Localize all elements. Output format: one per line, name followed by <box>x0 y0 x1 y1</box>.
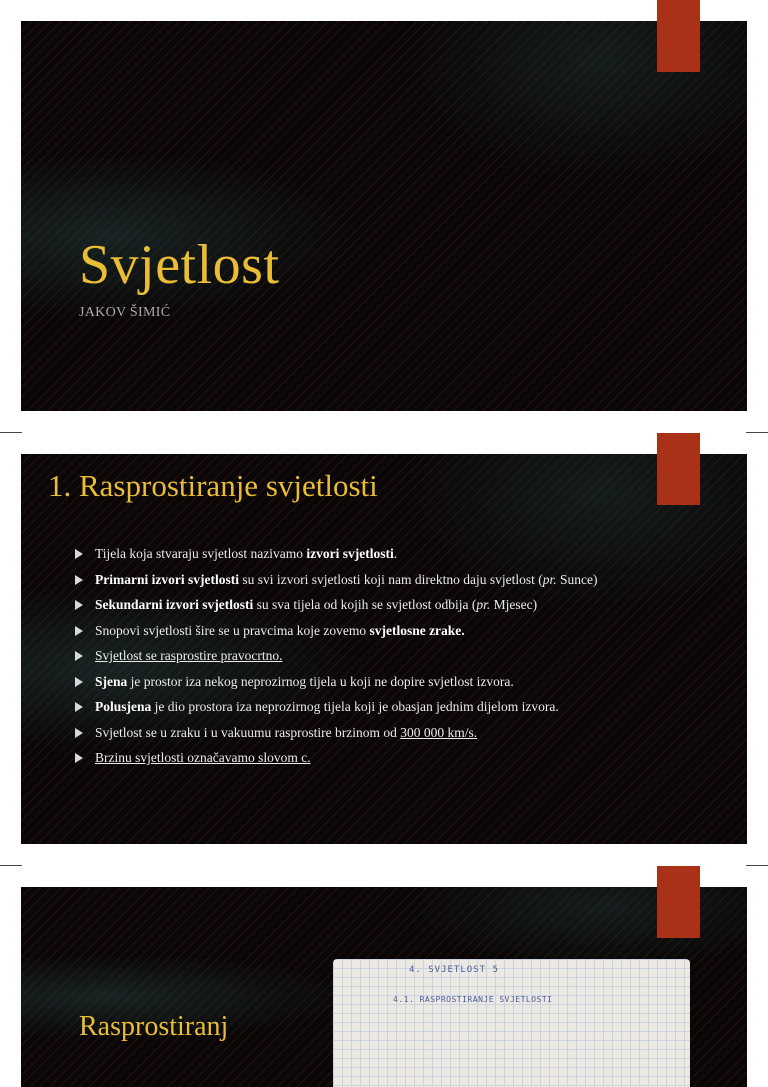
accent-bar <box>657 866 700 938</box>
slide-title: Svjetlost <box>79 234 280 296</box>
list-item: Brzinu svjetlosti označavamo slovom c. <box>71 748 711 774</box>
page-divider <box>746 432 768 433</box>
triangle-bullet-icon <box>75 753 83 763</box>
list-item: Sjena je prostor iza nekog neprozirnog tijela u koji ne dopire svjetlost izvora. <box>71 672 711 698</box>
triangle-bullet-icon <box>75 728 83 738</box>
list-item: Sekundarni izvori svjetlosti su sva tijela od kojih se svjetlost odbija (pr. Mjesec) <box>71 595 711 621</box>
triangle-bullet-icon <box>75 549 83 559</box>
notebook-photo <box>333 959 690 1087</box>
title-slide <box>21 21 747 411</box>
list-item: Tijela koja stvaraju svjetlost nazivamo izvori svjetlosti. <box>71 544 711 570</box>
page-divider <box>746 865 768 866</box>
handwritten-text: 4. SVJETLOST 5 <box>409 965 499 975</box>
author-name: JAKOV ŠIMIĆ <box>79 305 171 320</box>
list-item: Svjetlost se rasprostire pravocrtno. <box>71 646 711 672</box>
slide-heading: 1. Rasprostiranje svjetlosti <box>48 468 378 503</box>
accent-bar <box>657 0 700 72</box>
content-slide <box>21 887 747 1087</box>
handwritten-text: 4.1. RASPROSTIRANJE SVJETLOSTI <box>393 995 553 1004</box>
triangle-bullet-icon <box>75 702 83 712</box>
list-item: Snopovi svjetlosti šire se u pravcima koje zovemo svjetlosne zrake. <box>71 621 711 647</box>
page-divider <box>0 865 22 866</box>
bullet-list <box>71 544 711 774</box>
triangle-bullet-icon <box>75 651 83 661</box>
triangle-bullet-icon <box>75 677 83 687</box>
page-divider <box>0 432 22 433</box>
triangle-bullet-icon <box>75 575 83 585</box>
list-item: Primarni izvori svjetlosti su svi izvori svjetlosti koji nam direktno daju svjetlost (pr. Sunce) <box>71 570 711 596</box>
slide-heading: Rasprostiranj <box>79 1011 229 1042</box>
triangle-bullet-icon <box>75 626 83 636</box>
accent-bar <box>657 433 700 505</box>
content-slide <box>21 454 747 844</box>
list-item: Svjetlost se u zraku i u vakuumu rasprostire brzinom od 300 000 km/s. <box>71 723 711 749</box>
list-item: Polusjena je dio prostora iza neprozirnog tijela koji je obasjan jednim dijelom izvora. <box>71 697 711 723</box>
triangle-bullet-icon <box>75 600 83 610</box>
